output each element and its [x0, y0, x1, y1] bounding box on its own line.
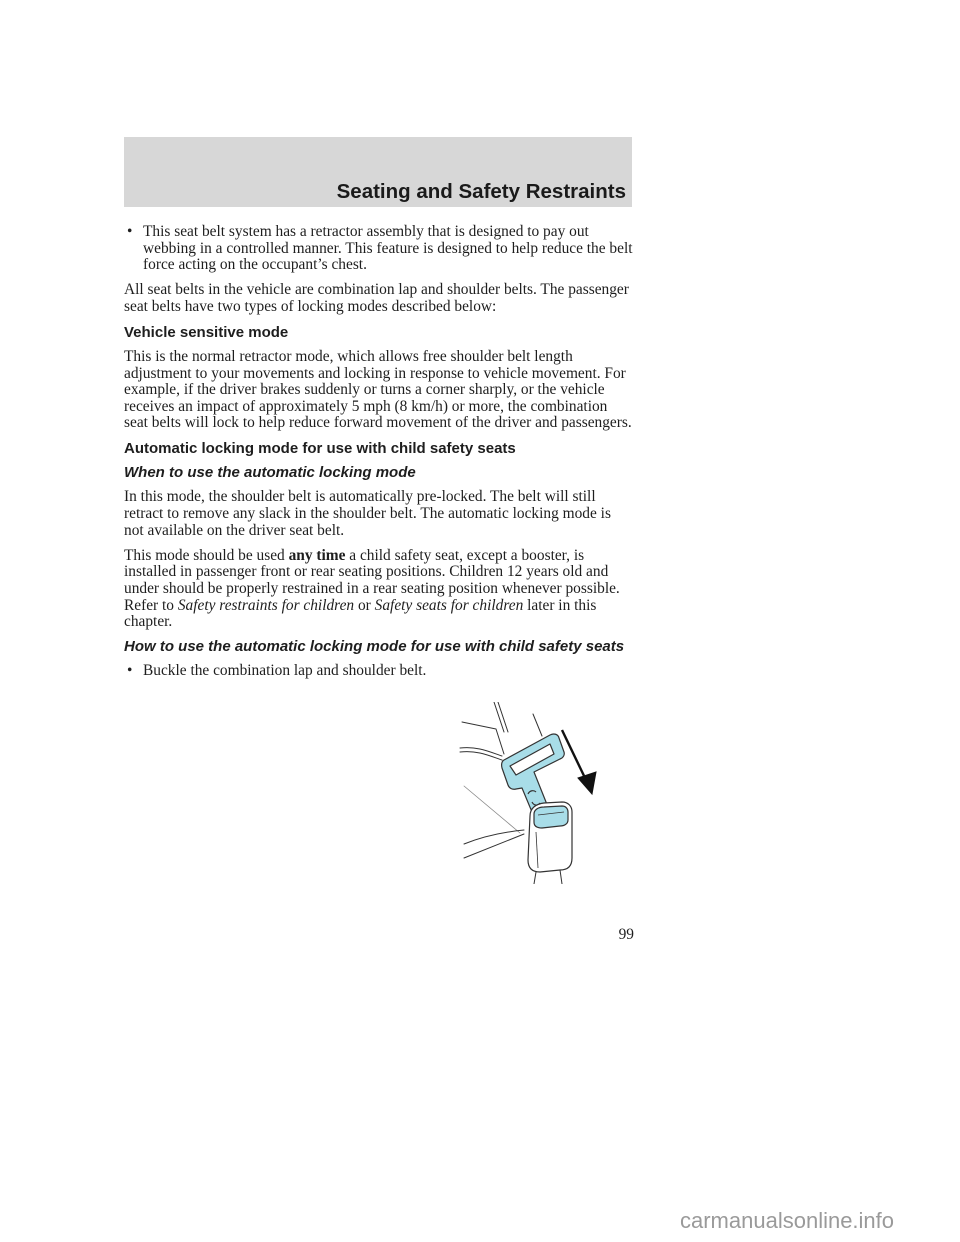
watermark: carmanualsonline.info — [680, 1208, 895, 1233]
bullet-buckle-text: Buckle the combination lap and shoulder belt. — [143, 662, 427, 680]
mode-use-text-1: This mode should be used — [124, 546, 289, 564]
paragraph-all-belts: All seat belts in the vehicle are combination lap and shoulder belts. The passenger seat belts have two types of locking modes described below: — [124, 281, 629, 315]
heading-automatic-locking-mode: Automatic locking mode for use with child safety seats — [124, 440, 516, 458]
paragraph-vehicle-sensitive: This is the normal retractor mode, which allows free shoulder belt length adjustment to your movements and locking in response to vehicle movement. For example, if the driver brakes suddenly or turns a corner sharply, or the vehicle receives an impact of approximately 5 mph (8 km/h) or more, the combination seat belts will lock to help reduce forward movement of the driver and passengers. — [124, 347, 632, 432]
mode-use-text-or: or — [354, 596, 375, 614]
page-content — [124, 224, 634, 688]
bullet-icon: • — [127, 662, 133, 680]
mode-use-text-2: a child safety seat, except a booster, is installed in passenger front or rear seating positions. Children 12 years old and under should be properly restrained in a rear seating position whenever possible. Refer to — [124, 546, 620, 614]
bullet-buckle — [124, 663, 443, 680]
paragraph-mode-use — [124, 548, 634, 631]
subheading-how-to-use: How to use the automatic locking mode for use with child safety seats — [124, 638, 625, 656]
seat-belt-buckle-icon — [458, 702, 614, 884]
subheading-when-to-use: When to use the automatic locking mode — [124, 464, 416, 482]
bullet-icon: • — [127, 223, 133, 240]
page-number: 99 — [618, 926, 634, 943]
emphasis-any-time: any time — [288, 546, 346, 564]
paragraph-when-to-use: In this mode, the shoulder belt is automatically pre-locked. The belt will still retract to remove any slack in the shoulder belt. The automatic locking mode is not available on the driver seat belt. — [124, 488, 611, 539]
reference-safety-restraints-for-children: Safety restraints for children — [177, 596, 355, 614]
chapter-title: Seating and Safety Restraints — [336, 180, 626, 203]
mode-use-text-3: later in this chapter. — [124, 596, 597, 631]
bullet-retractor-text: This seat belt system has a retractor assembly that is designed to pay out webbing in a controlled manner. This feature is designed to help reduce the belt force acting on the occupant’s chest. — [143, 223, 633, 274]
bullet-retractor — [124, 224, 634, 274]
seat-belt-buckle-illustration — [458, 702, 614, 884]
reference-safety-seats-for-children: Safety seats for children — [374, 596, 524, 614]
heading-vehicle-sensitive-mode: Vehicle sensitive mode — [124, 323, 289, 341]
chapter-header-band — [124, 137, 632, 207]
